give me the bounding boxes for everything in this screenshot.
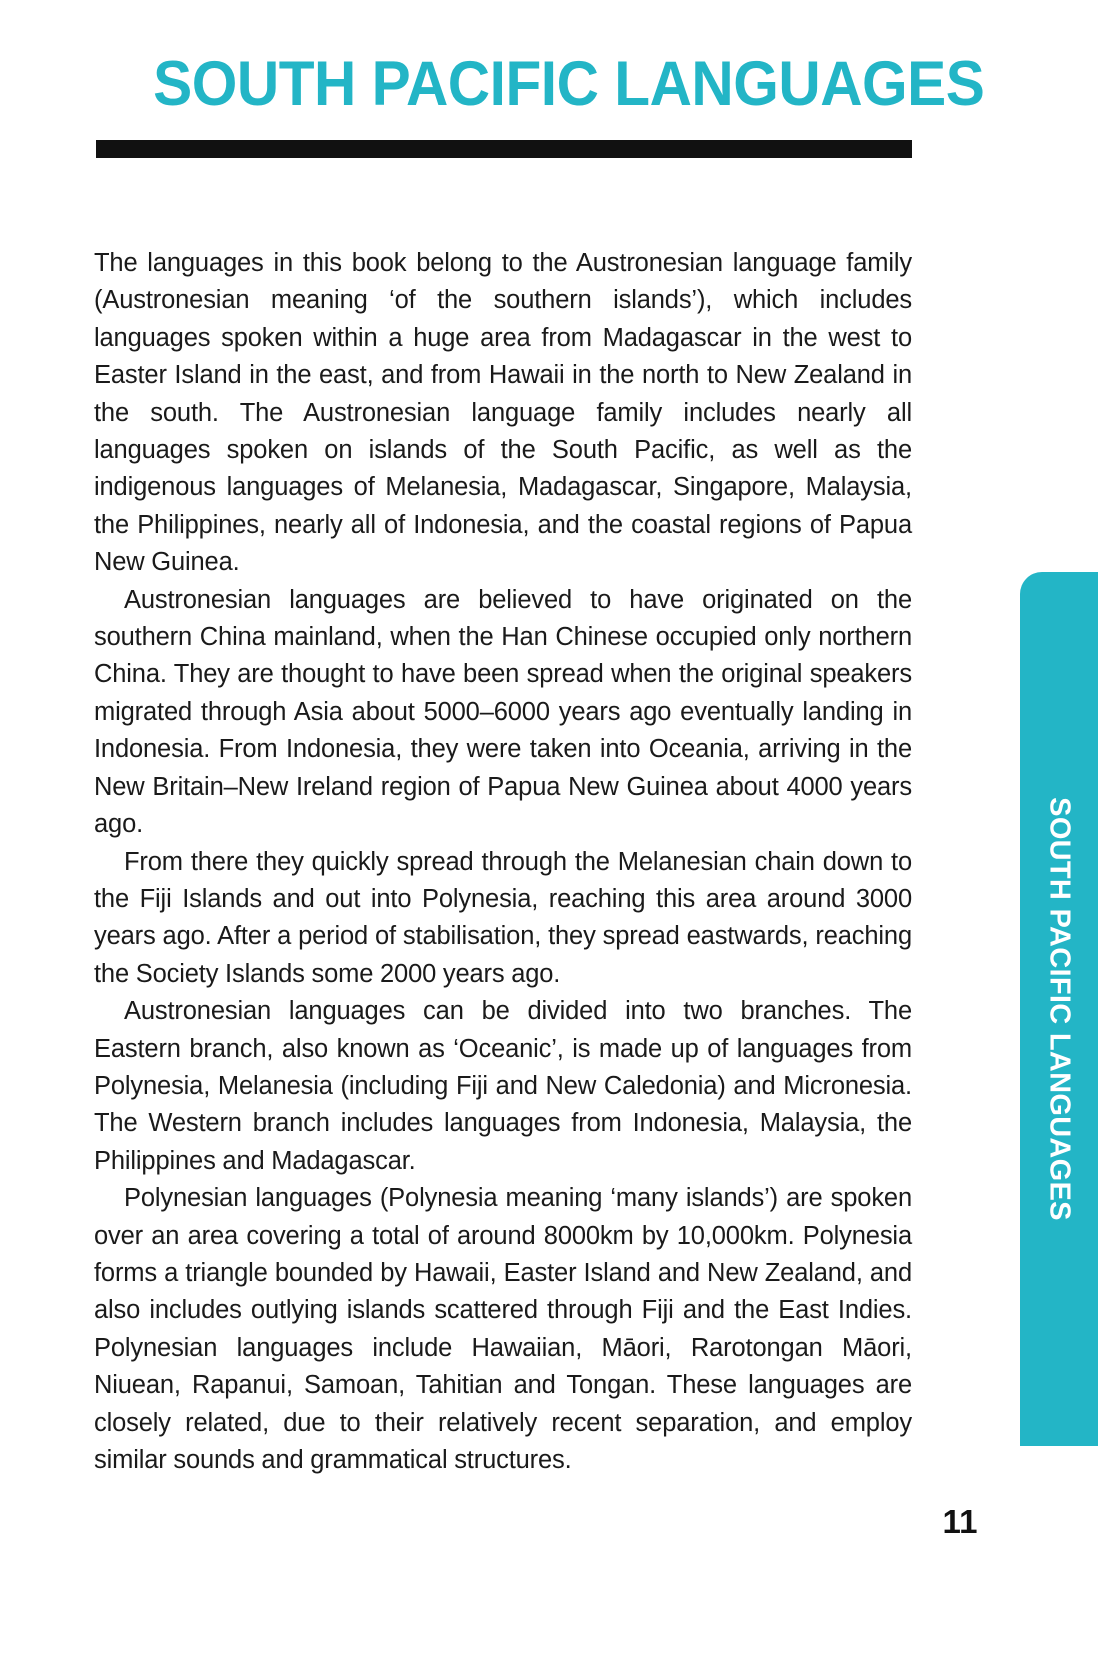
paragraph: From there they quickly spread through the Melanesian chain down to the Fiji Islands and out into Polynesia, reaching this area around 3000 years ago. After a period of stabilisation, they spread eastwards, reaching the Society Islands some 2000 years ago. (94, 847, 912, 988)
page-title: SOUTH PACIFIC LANGUAGES (153, 49, 985, 119)
section-side-tab (1020, 572, 1098, 1446)
side-tab-label: SOUTH PACIFIC LANGUAGES (1043, 797, 1076, 1221)
page-header (96, 49, 985, 119)
paragraph: Austronesian languages can be divided into two branches. The Eastern branch, also known as ‘Oceanic’, is made up of languages from Polynesia, Melanesia (including Fiji and New Caledonia) and Micronesia. The Western branch includes languages from Indonesia, Malaysia, the Philippines and Madagascar. (94, 997, 912, 1175)
page-number: 11 (942, 1503, 978, 1540)
body-text-column (94, 245, 912, 1479)
title-rule-divider (96, 140, 912, 158)
paragraph: The languages in this book belong to the Austronesian language family (Austronesian meaning ‘of the southern islands’), which includes languages spoken within a huge area from Madagascar in the west to Easter Island in the east, and from Hawaii in the north to New Zealand in the south. The Austronesian language family includes nearly all languages spoken on islands of the South Pacific, as well as the indigenous languages of Melanesia, Madagascar, Singapore, Malaysia, the Philippines, nearly all of Indonesia, and the coastal regions of Papua New Guinea. (94, 249, 912, 577)
paragraph: Austronesian languages are believed to have originated on the southern China mainland, when the Han Chinese occupied only northern China. They are thought to have been spread when the original speakers migrated through Asia about 5000–6000 years ago eventually landing in Indonesia. From Indonesia, they were taken into Oceania, arriving in the New Britain–New Ireland region of Papua New Guinea about 4000 years ago. (94, 585, 912, 839)
paragraph: Polynesian languages (Polynesia meaning ‘many islands’) are spoken over an area covering a total of around 8000km by 10,000km. Polynesia forms a triangle bounded by Hawaii, Easter Island and New Zealand, and also includes outlying islands scattered through Fiji and the East Indies. Polynesian languages include Hawaiian, Māori, Rarotongan Māori, Niuean, Rapanui, Samoan, Tahitian and Tongan. These languages are closely related, due to their relatively recent separation, and employ similar sounds and grammatical structures. (94, 1184, 912, 1474)
